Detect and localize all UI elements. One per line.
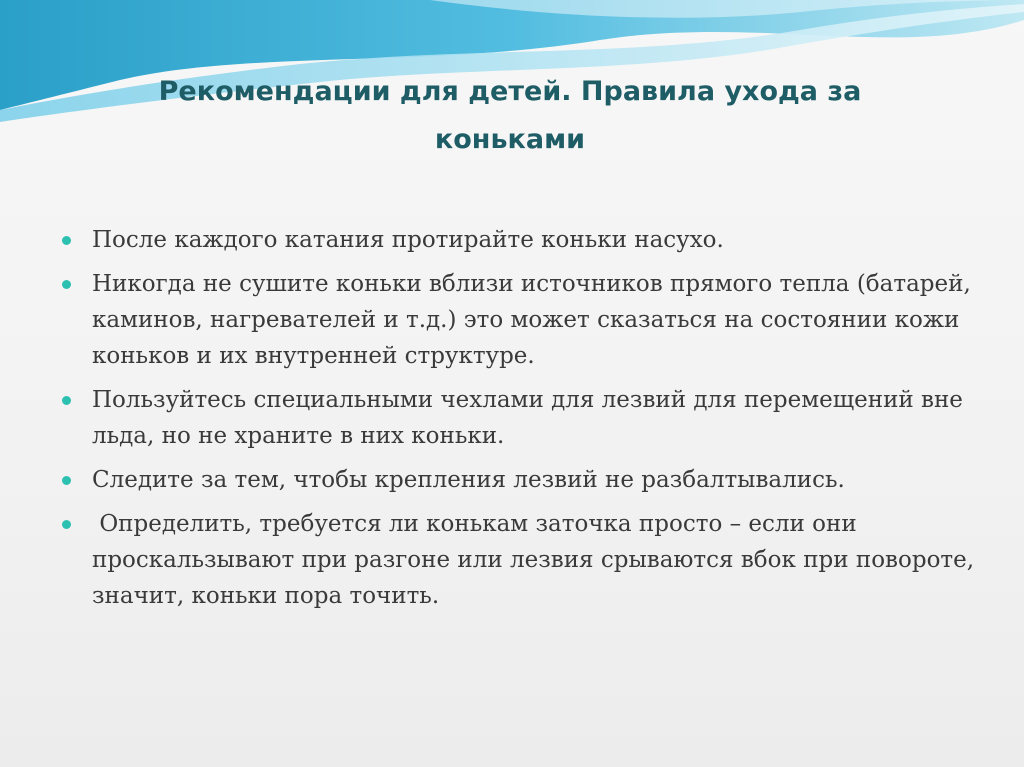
list-item [62,506,982,614]
bullet-dot-icon [62,280,71,289]
list-item-text: Никогда не сушите коньки вблизи источников прямого тепла (батарей, каминов, нагревателей и т.д.) это может сказаться на состоянии кожи коньков и их внутренней структуре. [92,271,971,369]
bullet-dot-icon [62,476,71,485]
list-item-text: Определить, требуется ли конькам заточка просто – если они проскальзывают при разгоне или лезвия срываются вбок при повороте, значит, коньки пора точить. [92,511,982,609]
bullet-dot-icon [62,236,71,245]
list-item [62,382,982,454]
list-item-text: После каждого катания протирайте коньки насухо. [92,227,724,253]
bullet-dot-icon [62,520,71,529]
list-item-text: Следите за тем, чтобы крепления лезвий не разбалтывались. [92,467,845,493]
list-item [62,462,982,498]
list-item-text: Пользуйтесь специальными чехлами для лезвий для перемещений вне льда, но не храните в них коньки. [92,387,963,449]
list-item [62,222,982,258]
bullet-list [62,222,982,622]
list-item [62,266,982,374]
slide-title: Рекомендации для детей. Правила ухода за коньками [158,76,862,155]
bullet-dot-icon [62,396,71,405]
